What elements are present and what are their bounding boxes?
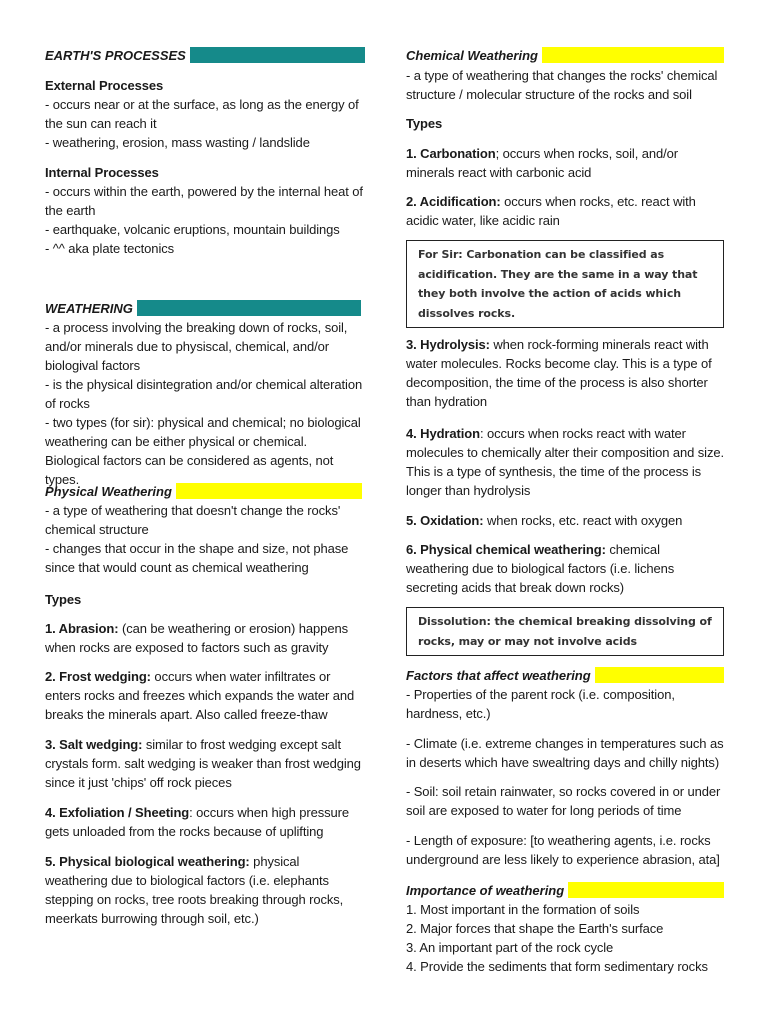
importance-item: 1. Most important in the formation of soils <box>406 902 640 917</box>
factor-item: - Soil: soil retain rainwater, so rocks covered in or under soil are exposed to water for long periods of time <box>406 784 721 818</box>
physical-types-title: Types <box>45 592 82 607</box>
chemical-weathering-definition <box>406 66 724 104</box>
chemical-type-term: 2. Acidification: <box>406 194 501 209</box>
note-box-text: For Sir: Carbonation can be classified as acidification. They are the same in a way that they both involve the action of acids which dissolves rocks. <box>418 248 698 320</box>
chemical-weathering-heading: Chemical Weathering <box>406 47 538 63</box>
external-processes-section <box>45 76 365 152</box>
physical-weathering-line: - changes that occur in the shape and size, not phase since that would count as chemical weathering <box>45 541 349 575</box>
physical-type-item <box>45 735 365 792</box>
chemical-type-text: ; occurs when rocks, soil, and/or minerals react with carbonic acid <box>406 146 678 180</box>
chemical-type-text: when rocks, etc. react with oxygen <box>483 513 683 528</box>
physical-weathering-heading-row <box>45 482 365 500</box>
importance-heading-row <box>406 881 724 899</box>
importance-heading: Importance of weathering <box>406 882 565 898</box>
chemical-type-text: occurs when rocks, etc. react with acidic water, like acidic rain <box>406 194 696 228</box>
chemical-type-text: chemical weathering due to biological factors (i.e. lichens secreting acids that break down rocks) <box>406 542 675 595</box>
physical-type-text: (can be weathering or erosion) happens when rocks are exposed to factors such as gravity <box>45 621 348 655</box>
physical-type-text: occurs when water infiltrates or enters rocks and freezes which expands the water and breaks the minerals apart. Also called freeze-thaw <box>45 669 355 722</box>
chemical-type-term: 1. Carbonation <box>406 146 496 161</box>
physical-type-item <box>45 619 365 657</box>
internal-processes-section <box>45 163 365 258</box>
heading-highlight-bar <box>190 47 365 63</box>
external-processes-title: External Processes <box>45 78 164 93</box>
weathering-heading: WEATHERING <box>45 300 133 316</box>
chemical-type-term: 6. Physical chemical weathering: <box>406 542 606 557</box>
physical-type-item <box>45 803 365 841</box>
heading-highlight-bar <box>542 47 724 63</box>
weathering-definition <box>45 318 365 489</box>
physical-type-term: 2. Frost wedging: <box>45 669 151 684</box>
chemical-weathering-heading-row <box>406 46 724 64</box>
physical-type-term: 1. Abrasion: <box>45 621 119 636</box>
chemical-type-term: 4. Hydration <box>406 426 480 441</box>
heading-highlight-bar <box>176 483 362 499</box>
weathering-line: - two types (for sir): physical and chemical; no biological weathering can be either physical or chemical. Biological factors can be considered as agents, not types. <box>45 415 361 487</box>
heading-highlight-bar <box>568 882 724 898</box>
chemical-type-text: when rock-forming minerals react with water molecules. Rocks become clay. This is a type of decomposition, the time of the process is also shorter than hydration <box>406 337 712 409</box>
physical-type-text: physical weathering due to biological factors (i.e. elephants stepping on rocks, tree roots breaking through rocks, meerkats burrowing through soil, etc.) <box>45 854 344 926</box>
importance-item: 2. Major forces that shape the Earth's surface <box>406 921 664 936</box>
physical-type-text: similar to frost wedging except salt crystals form. salt wedging is weaker than frost wedging since it just 'chips' off rock pieces <box>45 737 361 790</box>
physical-type-item <box>45 667 365 724</box>
chemical-type-text: : occurs when rocks react with water molecules to chemically alter their composition and size. This is a type of synthesis, the time of the process is longer than hydrolysis <box>406 426 724 498</box>
physical-weathering-line: - a type of weathering that doesn't change the rocks' chemical structure <box>45 503 341 537</box>
note-box-dissolution <box>406 607 724 656</box>
physical-type-term: 5. Physical biological weathering: <box>45 854 250 869</box>
chemical-type-item <box>406 511 724 530</box>
weathering-line: - is the physical disintegration and/or chemical alteration of rocks <box>45 377 363 411</box>
chemical-type-term: 5. Oxidation: <box>406 513 484 528</box>
factor-item: - Climate (i.e. extreme changes in temperatures such as in deserts which have swealtring days and chilly nights) <box>406 736 724 770</box>
internal-processes-line: - earthquake, volcanic eruptions, mountain buildings <box>45 222 340 237</box>
physical-type-text: : occurs when high pressure gets unloaded from the rocks because of uplifting <box>45 805 350 839</box>
chemical-type-term: 3. Hydrolysis: <box>406 337 490 352</box>
heading-highlight-bar <box>137 300 361 316</box>
physical-type-item <box>45 852 365 928</box>
importance-list <box>406 900 724 976</box>
weathering-line: - a process involving the breaking down of rocks, soil, and/or minerals due to physiscal, chemical, and/or biologival factors <box>45 320 348 373</box>
factors-heading: Factors that affect weathering <box>406 667 591 683</box>
external-processes-line: - weathering, erosion, mass wasting / landslide <box>45 135 310 150</box>
factors-heading-row <box>406 666 724 684</box>
physical-type-term: 4. Exfoliation / Sheeting <box>45 805 190 820</box>
factor-item: - Properties of the parent rock (i.e. composition, hardness, etc.) <box>406 687 675 721</box>
internal-processes-title: Internal Processes <box>45 165 159 180</box>
chemical-type-item <box>406 424 724 500</box>
importance-item: 4. Provide the sediments that form sedimentary rocks <box>406 959 708 974</box>
earths-processes-heading: EARTH'S PROCESSES <box>45 47 186 63</box>
physical-type-term: 3. Salt wedging: <box>45 737 143 752</box>
note-box-text: Dissolution: the chemical breaking dissolving of rocks, may or may not involve acids <box>418 615 712 648</box>
physical-weathering-heading: Physical Weathering <box>45 483 172 499</box>
heading-highlight-bar <box>595 667 724 683</box>
chemical-type-item <box>406 540 724 597</box>
physical-weathering-definition <box>45 501 365 577</box>
chemical-weathering-line: - a type of weathering that changes the rocks' chemical structure / molecular structure of the rocks and soil <box>406 68 718 102</box>
internal-processes-line: - occurs within the earth, powered by the internal heat of the earth <box>45 184 363 218</box>
factor-item: - Length of exposure: [to weathering agents, i.e. rocks underground are less likely to experience abrasion, ata] <box>406 833 720 867</box>
internal-processes-line: - ^^ aka plate tectonics <box>45 241 175 256</box>
earths-processes-heading-row <box>45 46 365 64</box>
chemical-type-item <box>406 335 724 411</box>
note-box-carbonation <box>406 240 724 328</box>
chemical-types-title: Types <box>406 116 443 131</box>
chemical-type-item <box>406 192 724 230</box>
chemical-type-item <box>406 144 724 182</box>
weathering-heading-row <box>45 299 365 317</box>
importance-item: 3. An important part of the rock cycle <box>406 940 614 955</box>
external-processes-line: - occurs near or at the surface, as long as the energy of the sun can reach it <box>45 97 359 131</box>
